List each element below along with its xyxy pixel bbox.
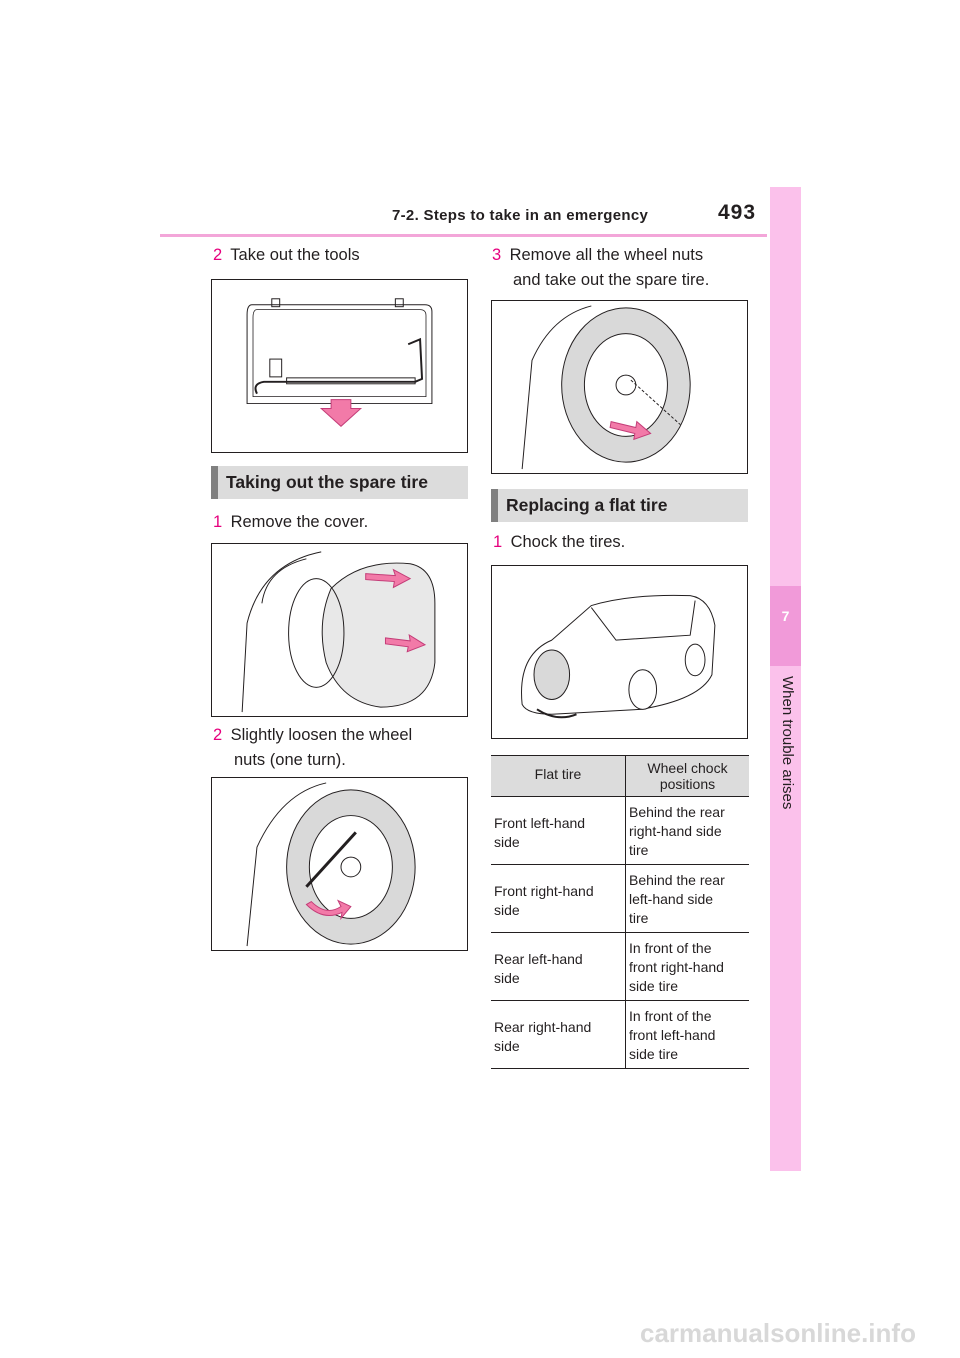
remove-cover-illustration: [211, 543, 468, 717]
tools-drawing: [212, 280, 467, 452]
step-take-out-tools: 2 Take out the tools: [213, 246, 360, 264]
step-loosen-nuts: 2 Slightly loosen the wheel nuts (one turn).: [213, 726, 413, 769]
table-cell-flat: Rear right-hand side: [491, 1001, 626, 1069]
table-cell-flat: Front right-hand side: [491, 865, 626, 933]
step-chock-tires: 1 Chock the tires.: [493, 533, 626, 551]
tools-illustration: [211, 279, 468, 453]
table-row: [491, 865, 749, 933]
section-replacing-flat-tire: Replacing a flat tire: [491, 489, 748, 522]
chock-tires-illustration: [491, 565, 748, 739]
step-remove-cover: 1 Remove the cover.: [213, 513, 369, 531]
table-header-row: [491, 756, 749, 797]
table-header-chock-positions: Wheel chock positions: [626, 756, 750, 797]
table-row: [491, 797, 749, 865]
table-cell-chock: Behind the rear left-hand side tire: [626, 865, 750, 933]
table-cell-flat: Front left-hand side: [491, 797, 626, 865]
table-cell-flat: Rear left-hand side: [491, 933, 626, 1001]
table-row: [491, 1001, 749, 1069]
header-divider: [160, 234, 767, 237]
watermark: carmanualsonline.info: [640, 1318, 916, 1348]
table-cell-chock: In front of the front left-hand side tire: [626, 1001, 750, 1069]
remove-spare-tire-illustration: [491, 300, 748, 474]
chapter-number-box: [770, 586, 801, 666]
spare-tire-drawing: [492, 301, 747, 473]
table-header-flat-tire: Flat tire: [491, 756, 626, 797]
loosen-nuts-illustration: [211, 777, 468, 951]
cover-drawing: [212, 544, 467, 716]
van-drawing: [492, 566, 747, 738]
chapter-label: When trouble arises: [779, 676, 796, 810]
loosen-drawing: [212, 778, 467, 950]
section-header-title: 7-2. Steps to take in an emergency: [392, 207, 649, 224]
table-cell-chock: Behind the rear right-hand side tire: [626, 797, 750, 865]
step-remove-wheel-nuts: 3 Remove all the wheel nuts and take out the spare tire.: [492, 246, 710, 289]
table-row: [491, 933, 749, 1001]
table-cell-chock: In front of the front right-hand side tire: [626, 933, 750, 1001]
page-number: 493: [718, 201, 757, 224]
chapter-number: 7: [781, 608, 790, 624]
section-taking-out-spare-tire: Taking out the spare tire: [211, 466, 468, 499]
wheel-chock-table: [491, 755, 749, 1069]
